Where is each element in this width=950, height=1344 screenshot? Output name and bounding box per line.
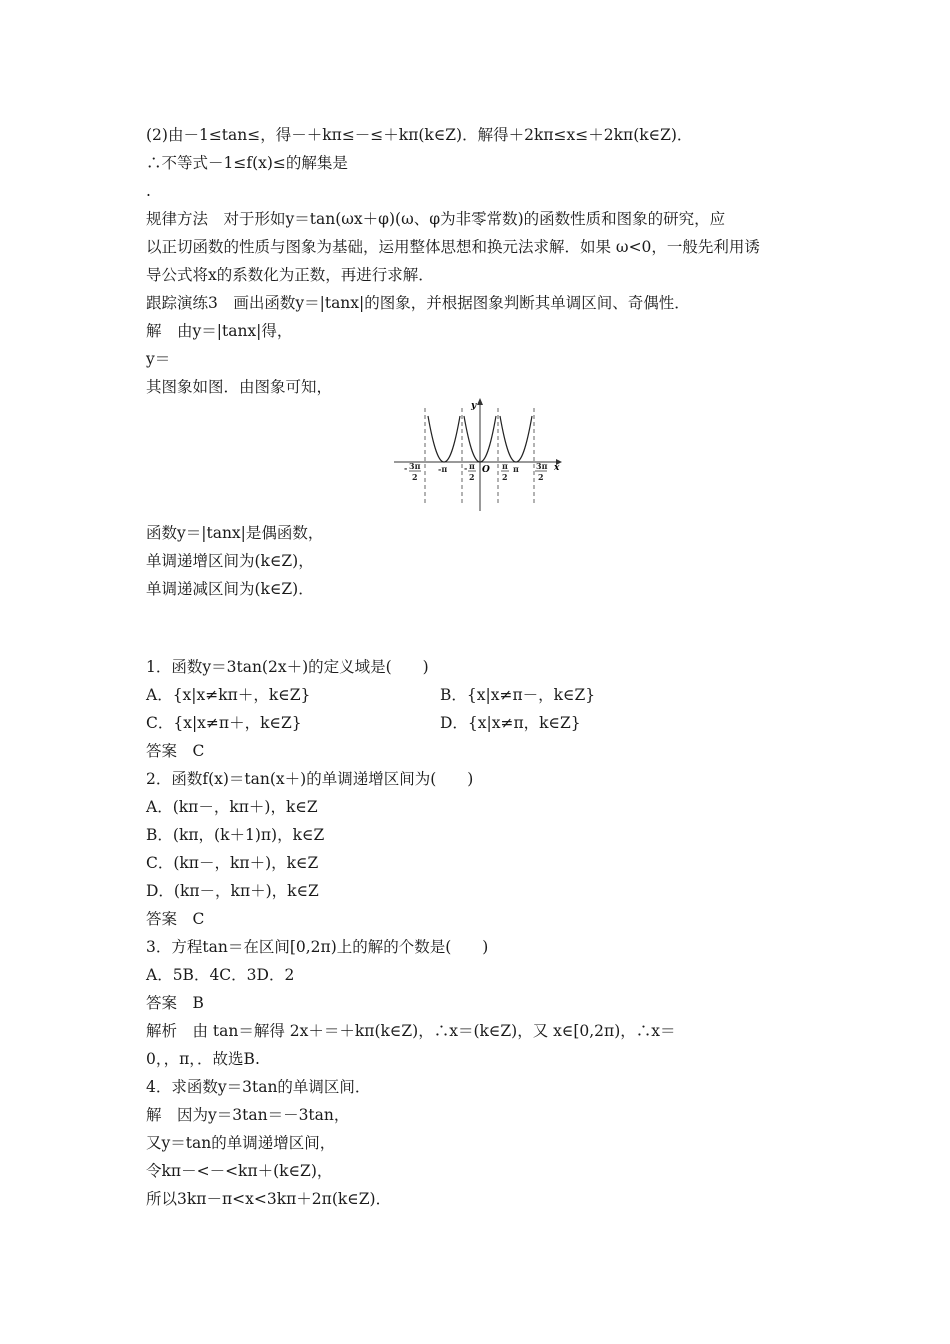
option-b: B．(kπ，(k＋1)π)，k∈Z	[146, 826, 325, 844]
tick-label	[404, 461, 421, 482]
question-2: 2．函数f(x)＝tan(x＋)的单调递增区间为( )	[146, 770, 474, 788]
line: (2)由－1≤tan≤，得－＋kπ≤－≤＋kπ(k∈Z)．解得＋2kπ≤x≤＋2kπ(k∈Z)．	[146, 126, 693, 144]
option-d: D．{x|x≠π，k∈Z}	[440, 714, 581, 732]
method-line: 导公式将x的系数化为正数，再进行求解．	[146, 266, 434, 284]
abs-tan-graph	[392, 398, 562, 513]
solution-line: 解 由y＝|tanx|得，	[146, 322, 293, 340]
answer-1: 答案 C	[146, 742, 205, 760]
method-line: 以正切函数的性质与图象为基础，运用整体思想和换元法求解．如果 ω<0，一般先利用诱	[146, 238, 760, 256]
svg-text:-: -	[464, 463, 468, 473]
answer-2: 答案 C	[146, 910, 205, 928]
solution-line: 单调递减区间为(k∈Z)．	[146, 580, 314, 598]
solution-line: 其图象如图．由图象可知，	[146, 378, 333, 396]
solution-line: 解 因为y＝3tan＝－3tan，	[146, 1106, 350, 1124]
svg-text:π: π	[502, 461, 508, 471]
question-1: 1．函数y＝3tan(2x＋)的定义域是( )	[146, 658, 429, 676]
option-c: C．{x|x≠π＋，k∈Z}	[146, 714, 302, 732]
solution-line: 又y＝tan的单调递增区间，	[146, 1134, 336, 1152]
question-4: 4．求函数y＝3tan的单调区间．	[146, 1078, 371, 1096]
option-a: A．{x|x≠kπ＋，k∈Z}	[146, 686, 311, 704]
options-3: A．5B．4C．3D．2	[146, 966, 295, 984]
answer-3: 答案 B	[146, 994, 204, 1012]
solution-line: 函数y＝|tanx|是偶函数，	[146, 524, 324, 542]
question-3: 3．方程tan＝在区间[0,2π)上的解的个数是( )	[146, 938, 489, 956]
curve-branch	[500, 416, 532, 462]
svg-text:2: 2	[469, 472, 475, 482]
tick-label	[535, 461, 548, 482]
option-d: D．(kπ－，kπ＋)，k∈Z	[146, 882, 319, 900]
origin-label: O	[482, 465, 490, 475]
analysis-line: 0，，π，．故选B.	[146, 1050, 260, 1068]
tick-label	[464, 461, 476, 482]
option-a: A．(kπ－，kπ＋)，k∈Z	[146, 798, 318, 816]
curve-branch	[428, 416, 460, 462]
line: .	[146, 182, 151, 200]
svg-text:π: π	[469, 461, 475, 471]
svg-text:2: 2	[412, 472, 418, 482]
analysis-line: 解析 由 tan＝解得 2x＋＝＋kπ(k∈Z)，∴x＝(k∈Z)，又 x∈[0,2π)，∴x＝	[146, 1022, 676, 1040]
svg-text:2: 2	[502, 472, 508, 482]
y-axis-label: y	[471, 401, 477, 411]
exercise-line: 跟踪演练3 画出函数y＝|tanx|的图象，并根据图象判断其单调区间、奇偶性．	[146, 294, 690, 312]
option-b: B．{x|x≠π－，k∈Z}	[440, 686, 596, 704]
solution-line: 单调递增区间为(k∈Z)，	[146, 552, 314, 570]
option-c: C．(kπ－，kπ＋)，k∈Z	[146, 854, 319, 872]
y-axis-arrow	[477, 398, 483, 405]
line: ∴不等式－1≤f(x)≤的解集是	[146, 154, 348, 172]
method-line: 规律方法 对于形如y＝tan(ωx＋φ)(ω、φ为非零常数)的函数性质和图象的研究，应	[146, 210, 726, 228]
svg-text:3π: 3π	[536, 461, 548, 471]
svg-text:3π: 3π	[409, 461, 421, 471]
svg-text:-π: -π	[438, 464, 448, 474]
x-axis-label: x	[554, 463, 560, 473]
svg-text:π: π	[513, 464, 519, 474]
svg-text:2: 2	[538, 472, 544, 482]
solution-line: 所以3kπ－π<x<3kπ＋2π(k∈Z)．	[146, 1190, 392, 1208]
solution-line: y＝	[146, 350, 171, 368]
solution-line: 令kπ－<－<kπ＋(k∈Z)，	[146, 1162, 333, 1180]
tick-label	[513, 464, 519, 474]
tick-label	[501, 461, 509, 482]
tick-label	[438, 464, 447, 474]
svg-text:-: -	[404, 463, 408, 473]
